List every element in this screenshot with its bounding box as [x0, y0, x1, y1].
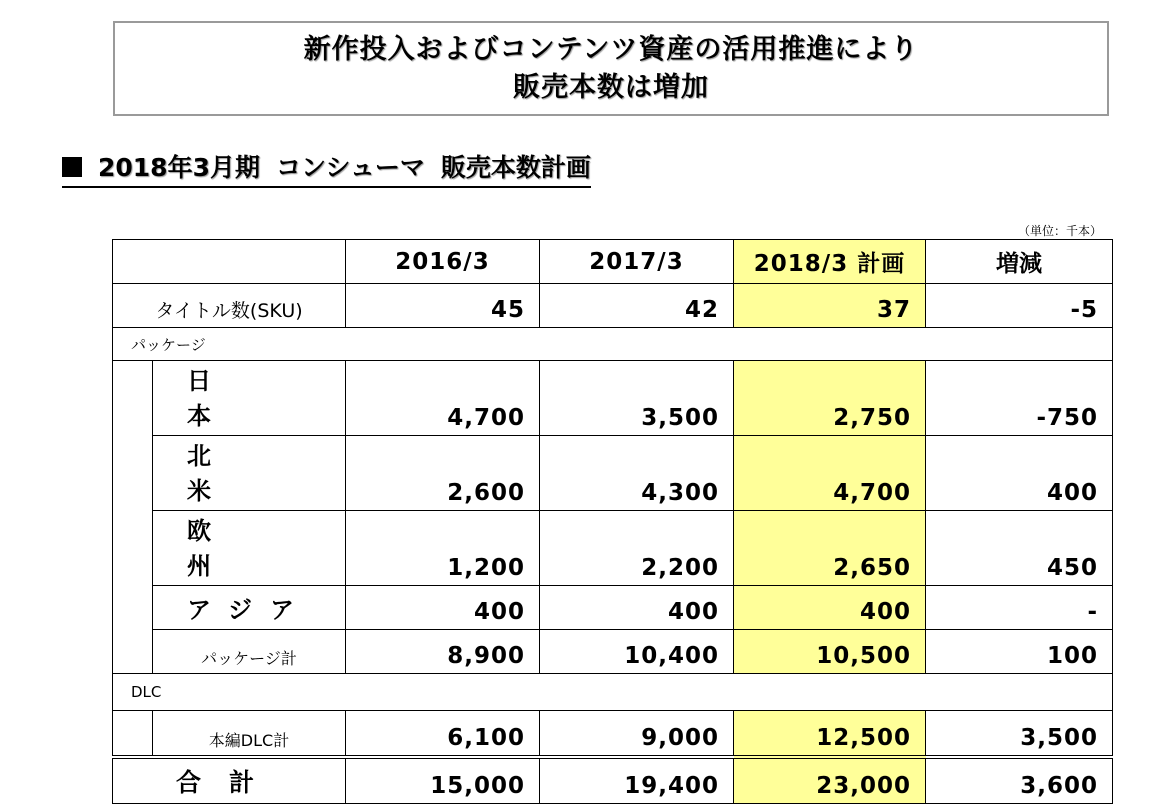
cell-japan-2016: 4,700: [346, 361, 540, 436]
cell-dlc-change: 3,500: [926, 711, 1113, 757]
row-label-package-total: パッケージ計: [153, 630, 346, 674]
section-title: [62, 152, 591, 188]
indent-cell: [113, 436, 153, 511]
cell-asia-change: -: [926, 586, 1113, 630]
cell-pkg-2018-plan: 10,500: [734, 630, 926, 674]
cell-dlc-2018-plan: 12,500: [734, 711, 926, 757]
table-row-package-total: [113, 630, 1113, 674]
group-row-package: [113, 328, 1113, 361]
row-label-grand-total: 合計: [113, 757, 346, 804]
cell-total-2016: 15,000: [346, 757, 540, 804]
indent-cell: [113, 361, 153, 436]
cell-sku-change: -5: [926, 284, 1113, 328]
cell-japan-change: -750: [926, 361, 1113, 436]
cell-sku-2016: 45: [346, 284, 540, 328]
cell-pkg-2016: 8,900: [346, 630, 540, 674]
cell-eu-change: 450: [926, 511, 1113, 586]
cell-eu-2016: 1,200: [346, 511, 540, 586]
cell-na-2016: 2,600: [346, 436, 540, 511]
indent-cell: [113, 630, 153, 674]
cell-japan-2017: 3,500: [540, 361, 734, 436]
cell-total-2017: 19,400: [540, 757, 734, 804]
cell-asia-2017: 400: [540, 586, 734, 630]
header-row: [113, 240, 1113, 284]
cell-sku-2018-plan: 37: [734, 284, 926, 328]
cell-eu-2017: 2,200: [540, 511, 734, 586]
headline-line-2: 販売本数は増加: [513, 71, 709, 103]
section-segment: コンシューマ: [275, 153, 425, 182]
cell-dlc-2016: 6,100: [346, 711, 540, 757]
cell-asia-2016: 400: [346, 586, 540, 630]
row-label-asia: アジア: [153, 586, 346, 630]
indent-cell: [113, 711, 153, 757]
table-row-europe: [113, 511, 1113, 586]
indent-cell: [113, 511, 153, 586]
group-label-package: パッケージ: [113, 328, 1113, 361]
unit-note: （単位：千本）: [1018, 224, 1103, 238]
group-label-dlc: DLC: [113, 674, 1113, 711]
section-period: 2018年3月期: [98, 153, 260, 182]
table-row-asia: [113, 586, 1113, 630]
sales-volume-table: [112, 239, 1113, 804]
row-label-europe: 欧 州: [153, 511, 346, 586]
cell-pkg-2017: 10,400: [540, 630, 734, 674]
col-header-2018-plan: 2018/3 計画: [734, 240, 926, 284]
col-header-2016: 2016/3: [346, 240, 540, 284]
group-row-dlc: [113, 674, 1113, 711]
cell-total-change: 3,600: [926, 757, 1113, 804]
cell-na-2018-plan: 4,700: [734, 436, 926, 511]
cell-asia-2018-plan: 400: [734, 586, 926, 630]
cell-total-2018-plan: 23,000: [734, 757, 926, 804]
table-row-grand-total: [113, 757, 1113, 804]
cell-pkg-change: 100: [926, 630, 1113, 674]
cell-na-change: 400: [926, 436, 1113, 511]
cell-japan-2018-plan: 2,750: [734, 361, 926, 436]
headline-line-1: 新作投入およびコンテンツ資産の活用推進により: [303, 33, 919, 65]
cell-na-2017: 4,300: [540, 436, 734, 511]
row-label-japan: 日 本: [153, 361, 346, 436]
row-label-sku: タイトル数(SKU): [113, 284, 346, 328]
cell-dlc-2017: 9,000: [540, 711, 734, 757]
table-row-japan: [113, 361, 1113, 436]
square-bullet-icon: [62, 157, 82, 177]
row-label-dlc-total: 本編DLC計: [153, 711, 346, 757]
header-corner: [113, 240, 346, 284]
cell-eu-2018-plan: 2,650: [734, 511, 926, 586]
row-label-north-america: 北 米: [153, 436, 346, 511]
col-header-change: 増減: [926, 240, 1113, 284]
cell-sku-2017: 42: [540, 284, 734, 328]
indent-cell: [113, 586, 153, 630]
col-header-2017: 2017/3: [540, 240, 734, 284]
table-row-north-america: [113, 436, 1113, 511]
section-subject: 販売本数計画: [440, 153, 591, 182]
table-row-dlc-total: [113, 711, 1113, 757]
table-row-sku: [113, 284, 1113, 328]
headline-box: [113, 21, 1109, 116]
